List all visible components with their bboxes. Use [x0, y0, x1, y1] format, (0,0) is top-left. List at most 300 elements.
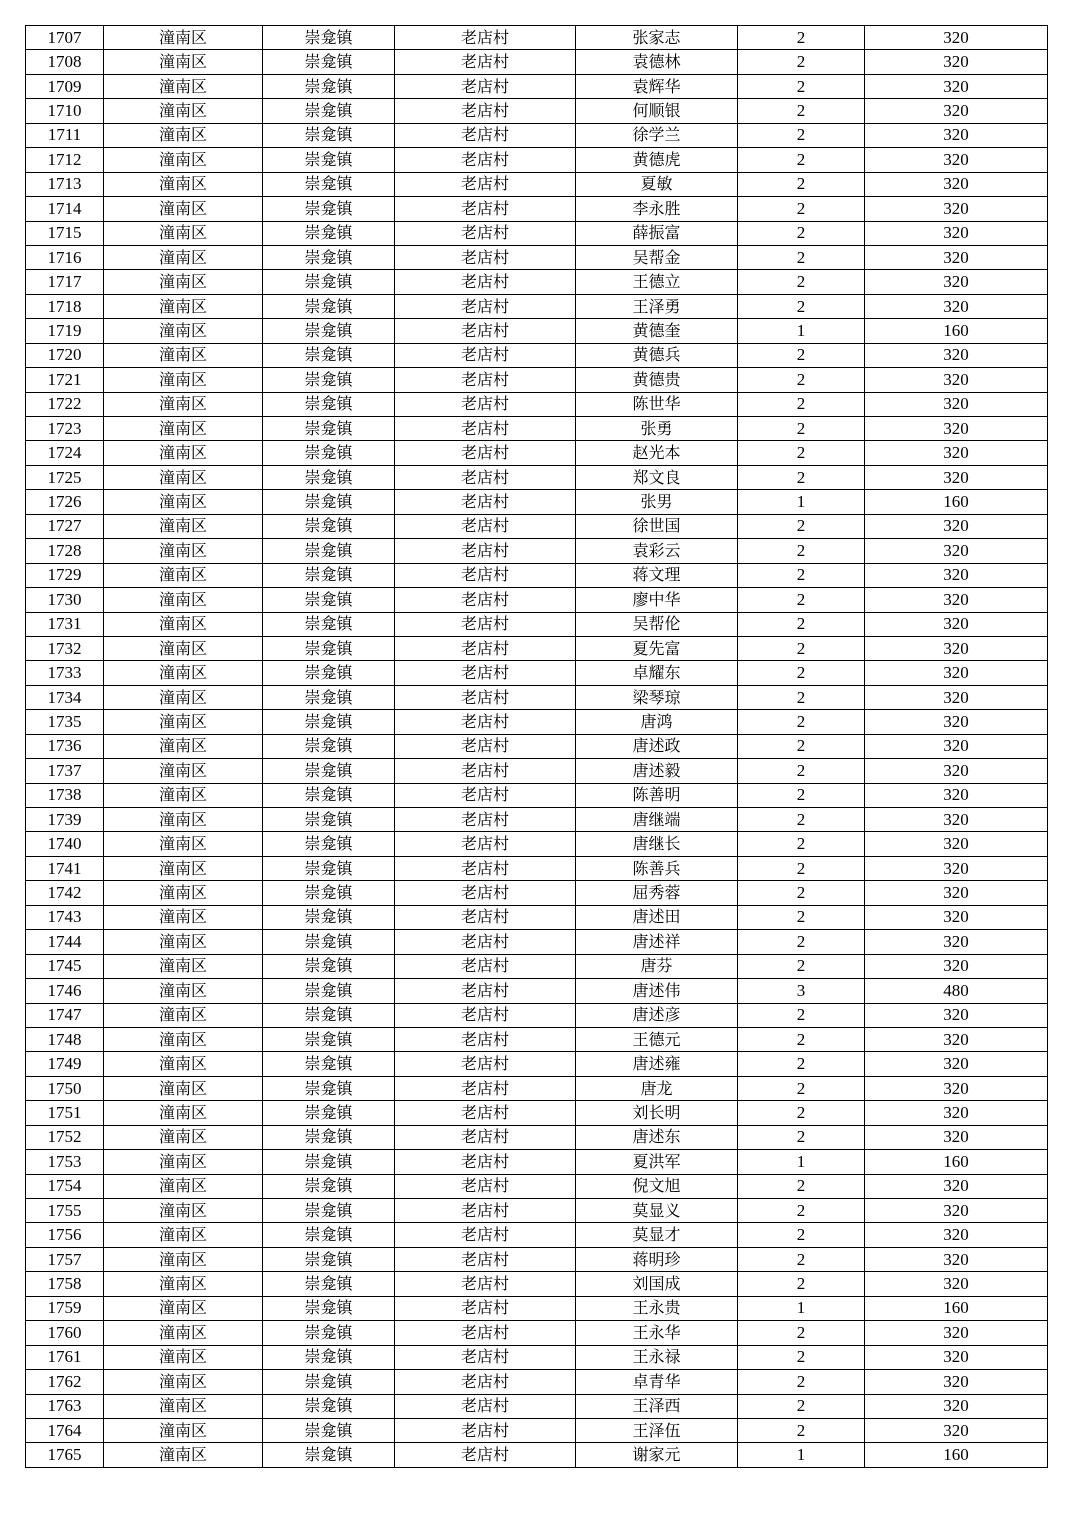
count-cell: 2 — [738, 148, 865, 172]
table-row — [26, 539, 1048, 563]
district-cell: 潼南区 — [104, 734, 263, 758]
town-cell: 崇龛镇 — [263, 930, 395, 954]
count-cell: 2 — [738, 539, 865, 563]
amount-cell: 320 — [865, 1052, 1048, 1076]
name-cell: 陈善兵 — [576, 856, 738, 880]
table-row — [26, 1174, 1048, 1198]
table-row — [26, 26, 1048, 50]
serial-number-cell: 1756 — [26, 1223, 104, 1247]
count-cell: 2 — [738, 1125, 865, 1149]
table-row — [26, 1321, 1048, 1345]
district-cell: 潼南区 — [104, 148, 263, 172]
district-cell: 潼南区 — [104, 1223, 263, 1247]
amount-cell: 320 — [865, 856, 1048, 880]
count-cell: 2 — [738, 441, 865, 465]
district-cell: 潼南区 — [104, 1027, 263, 1051]
town-cell: 崇龛镇 — [263, 808, 395, 832]
name-cell: 徐学兰 — [576, 123, 738, 147]
amount-cell: 320 — [865, 245, 1048, 269]
table-row — [26, 1223, 1048, 1247]
amount-cell: 320 — [865, 759, 1048, 783]
count-cell: 2 — [738, 368, 865, 392]
serial-number-cell: 1716 — [26, 245, 104, 269]
town-cell: 崇龛镇 — [263, 685, 395, 709]
name-cell: 卓耀东 — [576, 661, 738, 685]
serial-number-cell: 1739 — [26, 808, 104, 832]
village-cell: 老店村 — [395, 1003, 576, 1027]
town-cell: 崇龛镇 — [263, 588, 395, 612]
village-cell: 老店村 — [395, 221, 576, 245]
village-cell: 老店村 — [395, 1076, 576, 1100]
table-row — [26, 514, 1048, 538]
amount-cell: 320 — [865, 343, 1048, 367]
name-cell: 黄德奎 — [576, 319, 738, 343]
village-cell: 老店村 — [395, 636, 576, 660]
town-cell: 崇龛镇 — [263, 905, 395, 929]
name-cell: 唐述田 — [576, 905, 738, 929]
village-cell: 老店村 — [395, 50, 576, 74]
serial-number-cell: 1740 — [26, 832, 104, 856]
district-cell: 潼南区 — [104, 514, 263, 538]
village-cell: 老店村 — [395, 392, 576, 416]
district-cell: 潼南区 — [104, 636, 263, 660]
amount-cell: 320 — [865, 881, 1048, 905]
amount-cell: 320 — [865, 368, 1048, 392]
amount-cell: 160 — [865, 319, 1048, 343]
name-cell: 卓青华 — [576, 1370, 738, 1394]
district-cell: 潼南区 — [104, 50, 263, 74]
serial-number-cell: 1707 — [26, 26, 104, 50]
serial-number-cell: 1754 — [26, 1174, 104, 1198]
district-cell: 潼南区 — [104, 197, 263, 221]
amount-cell: 160 — [865, 1150, 1048, 1174]
village-cell: 老店村 — [395, 368, 576, 392]
village-cell: 老店村 — [395, 343, 576, 367]
amount-cell: 320 — [865, 954, 1048, 978]
table-row — [26, 783, 1048, 807]
town-cell: 崇龛镇 — [263, 1003, 395, 1027]
table-row — [26, 99, 1048, 123]
town-cell: 崇龛镇 — [263, 99, 395, 123]
town-cell: 崇龛镇 — [263, 1321, 395, 1345]
name-cell: 梁琴琼 — [576, 685, 738, 709]
count-cell: 2 — [738, 905, 865, 929]
table-row — [26, 1125, 1048, 1149]
table-row — [26, 954, 1048, 978]
name-cell: 王泽伍 — [576, 1418, 738, 1442]
count-cell: 2 — [738, 710, 865, 734]
count-cell: 1 — [738, 319, 865, 343]
district-cell: 潼南区 — [104, 1101, 263, 1125]
serial-number-cell: 1751 — [26, 1101, 104, 1125]
count-cell: 2 — [738, 245, 865, 269]
serial-number-cell: 1752 — [26, 1125, 104, 1149]
name-cell: 唐继端 — [576, 808, 738, 832]
count-cell: 2 — [738, 856, 865, 880]
name-cell: 王泽勇 — [576, 294, 738, 318]
serial-number-cell: 1733 — [26, 661, 104, 685]
village-cell: 老店村 — [395, 270, 576, 294]
town-cell: 崇龛镇 — [263, 319, 395, 343]
town-cell: 崇龛镇 — [263, 245, 395, 269]
town-cell: 崇龛镇 — [263, 148, 395, 172]
count-cell: 2 — [738, 1027, 865, 1051]
name-cell: 唐述东 — [576, 1125, 738, 1149]
amount-cell: 320 — [865, 294, 1048, 318]
amount-cell: 320 — [865, 832, 1048, 856]
serial-number-cell: 1719 — [26, 319, 104, 343]
name-cell: 夏先富 — [576, 636, 738, 660]
amount-cell: 320 — [865, 50, 1048, 74]
table-row — [26, 685, 1048, 709]
amount-cell: 320 — [865, 588, 1048, 612]
serial-number-cell: 1757 — [26, 1247, 104, 1271]
town-cell: 崇龛镇 — [263, 514, 395, 538]
district-cell: 潼南区 — [104, 808, 263, 832]
count-cell: 2 — [738, 685, 865, 709]
serial-number-cell: 1717 — [26, 270, 104, 294]
table-row — [26, 1101, 1048, 1125]
village-cell: 老店村 — [395, 1345, 576, 1369]
table-row — [26, 1199, 1048, 1223]
village-cell: 老店村 — [395, 710, 576, 734]
amount-cell: 320 — [865, 1125, 1048, 1149]
village-cell: 老店村 — [395, 319, 576, 343]
district-cell: 潼南区 — [104, 1272, 263, 1296]
town-cell: 崇龛镇 — [263, 1125, 395, 1149]
town-cell: 崇龛镇 — [263, 50, 395, 74]
serial-number-cell: 1744 — [26, 930, 104, 954]
district-cell: 潼南区 — [104, 392, 263, 416]
count-cell: 2 — [738, 563, 865, 587]
count-cell: 2 — [738, 99, 865, 123]
district-cell: 潼南区 — [104, 856, 263, 880]
serial-number-cell: 1759 — [26, 1296, 104, 1320]
village-cell: 老店村 — [395, 979, 576, 1003]
serial-number-cell: 1755 — [26, 1199, 104, 1223]
count-cell: 2 — [738, 343, 865, 367]
town-cell: 崇龛镇 — [263, 392, 395, 416]
village-cell: 老店村 — [395, 441, 576, 465]
table-row — [26, 612, 1048, 636]
table-row — [26, 1394, 1048, 1418]
district-cell: 潼南区 — [104, 905, 263, 929]
serial-number-cell: 1741 — [26, 856, 104, 880]
district-cell: 潼南区 — [104, 1394, 263, 1418]
table-row — [26, 368, 1048, 392]
district-cell: 潼南区 — [104, 588, 263, 612]
count-cell: 1 — [738, 1443, 865, 1467]
serial-number-cell: 1713 — [26, 172, 104, 196]
count-cell: 2 — [738, 759, 865, 783]
table-row — [26, 1296, 1048, 1320]
table-row — [26, 319, 1048, 343]
count-cell: 3 — [738, 979, 865, 1003]
amount-cell: 480 — [865, 979, 1048, 1003]
village-cell: 老店村 — [395, 856, 576, 880]
amount-cell: 320 — [865, 930, 1048, 954]
count-cell: 2 — [738, 1076, 865, 1100]
name-cell: 薛振富 — [576, 221, 738, 245]
table-row — [26, 979, 1048, 1003]
name-cell: 廖中华 — [576, 588, 738, 612]
town-cell: 崇龛镇 — [263, 343, 395, 367]
amount-cell: 320 — [865, 123, 1048, 147]
district-cell: 潼南区 — [104, 1247, 263, 1271]
district-cell: 潼南区 — [104, 343, 263, 367]
amount-cell: 320 — [865, 539, 1048, 563]
count-cell: 2 — [738, 123, 865, 147]
table-row — [26, 905, 1048, 929]
town-cell: 崇龛镇 — [263, 490, 395, 514]
serial-number-cell: 1761 — [26, 1345, 104, 1369]
village-cell: 老店村 — [395, 1027, 576, 1051]
count-cell: 2 — [738, 612, 865, 636]
serial-number-cell: 1734 — [26, 685, 104, 709]
town-cell: 崇龛镇 — [263, 1101, 395, 1125]
district-cell: 潼南区 — [104, 710, 263, 734]
name-cell: 张男 — [576, 490, 738, 514]
town-cell: 崇龛镇 — [263, 1247, 395, 1271]
table-row — [26, 1150, 1048, 1174]
serial-number-cell: 1712 — [26, 148, 104, 172]
amount-cell: 320 — [865, 563, 1048, 587]
table-row — [26, 808, 1048, 832]
amount-cell: 320 — [865, 392, 1048, 416]
village-cell: 老店村 — [395, 588, 576, 612]
village-cell: 老店村 — [395, 881, 576, 905]
town-cell: 崇龛镇 — [263, 661, 395, 685]
name-cell: 何顺银 — [576, 99, 738, 123]
name-cell: 袁彩云 — [576, 539, 738, 563]
amount-cell: 320 — [865, 270, 1048, 294]
village-cell: 老店村 — [395, 1174, 576, 1198]
count-cell: 2 — [738, 1223, 865, 1247]
district-cell: 潼南区 — [104, 1150, 263, 1174]
table-row — [26, 588, 1048, 612]
amount-cell: 160 — [865, 1443, 1048, 1467]
count-cell: 2 — [738, 783, 865, 807]
village-cell: 老店村 — [395, 1052, 576, 1076]
name-cell: 王永华 — [576, 1321, 738, 1345]
table-row — [26, 172, 1048, 196]
table-row — [26, 930, 1048, 954]
name-cell: 唐述雍 — [576, 1052, 738, 1076]
town-cell: 崇龛镇 — [263, 759, 395, 783]
town-cell: 崇龛镇 — [263, 979, 395, 1003]
town-cell: 崇龛镇 — [263, 74, 395, 98]
table-row — [26, 1052, 1048, 1076]
town-cell: 崇龛镇 — [263, 1174, 395, 1198]
district-cell: 潼南区 — [104, 832, 263, 856]
table-row — [26, 123, 1048, 147]
table-row — [26, 221, 1048, 245]
name-cell: 刘长明 — [576, 1101, 738, 1125]
amount-cell: 320 — [865, 172, 1048, 196]
town-cell: 崇龛镇 — [263, 1370, 395, 1394]
serial-number-cell: 1758 — [26, 1272, 104, 1296]
town-cell: 崇龛镇 — [263, 1345, 395, 1369]
district-cell: 潼南区 — [104, 1296, 263, 1320]
count-cell: 2 — [738, 417, 865, 441]
serial-number-cell: 1722 — [26, 392, 104, 416]
district-cell: 潼南区 — [104, 1052, 263, 1076]
table-row — [26, 294, 1048, 318]
table-row — [26, 1272, 1048, 1296]
name-cell: 蒋文理 — [576, 563, 738, 587]
village-cell: 老店村 — [395, 930, 576, 954]
village-cell: 老店村 — [395, 783, 576, 807]
name-cell: 黄德兵 — [576, 343, 738, 367]
village-cell: 老店村 — [395, 148, 576, 172]
name-cell: 郑文良 — [576, 465, 738, 489]
name-cell: 唐继长 — [576, 832, 738, 856]
table-row — [26, 661, 1048, 685]
table-row — [26, 74, 1048, 98]
amount-cell: 320 — [865, 1199, 1048, 1223]
name-cell: 莫显才 — [576, 1223, 738, 1247]
amount-cell: 320 — [865, 417, 1048, 441]
town-cell: 崇龛镇 — [263, 1199, 395, 1223]
serial-number-cell: 1726 — [26, 490, 104, 514]
serial-number-cell: 1763 — [26, 1394, 104, 1418]
serial-number-cell: 1749 — [26, 1052, 104, 1076]
count-cell: 2 — [738, 1394, 865, 1418]
village-cell: 老店村 — [395, 1296, 576, 1320]
village-cell: 老店村 — [395, 612, 576, 636]
count-cell: 1 — [738, 1150, 865, 1174]
table-row — [26, 1076, 1048, 1100]
table-row — [26, 197, 1048, 221]
serial-number-cell: 1708 — [26, 50, 104, 74]
name-cell: 袁辉华 — [576, 74, 738, 98]
name-cell: 张家志 — [576, 26, 738, 50]
name-cell: 王永禄 — [576, 1345, 738, 1369]
serial-number-cell: 1731 — [26, 612, 104, 636]
district-cell: 潼南区 — [104, 319, 263, 343]
count-cell: 2 — [738, 514, 865, 538]
count-cell: 1 — [738, 1296, 865, 1320]
amount-cell: 160 — [865, 490, 1048, 514]
amount-cell: 160 — [865, 1296, 1048, 1320]
amount-cell: 320 — [865, 221, 1048, 245]
name-cell: 赵光本 — [576, 441, 738, 465]
village-cell: 老店村 — [395, 1418, 576, 1442]
village-cell: 老店村 — [395, 759, 576, 783]
name-cell: 徐世国 — [576, 514, 738, 538]
district-cell: 潼南区 — [104, 368, 263, 392]
village-cell: 老店村 — [395, 172, 576, 196]
serial-number-cell: 1730 — [26, 588, 104, 612]
town-cell: 崇龛镇 — [263, 1150, 395, 1174]
table-row — [26, 343, 1048, 367]
village-cell: 老店村 — [395, 1223, 576, 1247]
serial-number-cell: 1727 — [26, 514, 104, 538]
village-cell: 老店村 — [395, 514, 576, 538]
district-cell: 潼南区 — [104, 881, 263, 905]
amount-cell: 320 — [865, 1076, 1048, 1100]
amount-cell: 320 — [865, 26, 1048, 50]
village-cell: 老店村 — [395, 1394, 576, 1418]
serial-number-cell: 1747 — [26, 1003, 104, 1027]
amount-cell: 320 — [865, 1247, 1048, 1271]
amount-cell: 320 — [865, 1418, 1048, 1442]
name-cell: 张勇 — [576, 417, 738, 441]
serial-number-cell: 1732 — [26, 636, 104, 660]
count-cell: 2 — [738, 172, 865, 196]
serial-number-cell: 1721 — [26, 368, 104, 392]
table-row — [26, 441, 1048, 465]
serial-number-cell: 1709 — [26, 74, 104, 98]
district-cell: 潼南区 — [104, 294, 263, 318]
district-cell: 潼南区 — [104, 930, 263, 954]
amount-cell: 320 — [865, 148, 1048, 172]
table-body — [26, 26, 1048, 1468]
serial-number-cell: 1729 — [26, 563, 104, 587]
village-cell: 老店村 — [395, 465, 576, 489]
town-cell: 崇龛镇 — [263, 1076, 395, 1100]
amount-cell: 320 — [865, 1394, 1048, 1418]
serial-number-cell: 1718 — [26, 294, 104, 318]
amount-cell: 320 — [865, 612, 1048, 636]
amount-cell: 320 — [865, 636, 1048, 660]
serial-number-cell: 1735 — [26, 710, 104, 734]
district-cell: 潼南区 — [104, 563, 263, 587]
town-cell: 崇龛镇 — [263, 465, 395, 489]
name-cell: 刘国成 — [576, 1272, 738, 1296]
town-cell: 崇龛镇 — [263, 1296, 395, 1320]
village-cell: 老店村 — [395, 661, 576, 685]
district-cell: 潼南区 — [104, 221, 263, 245]
count-cell: 1 — [738, 490, 865, 514]
serial-number-cell: 1762 — [26, 1370, 104, 1394]
table-row — [26, 245, 1048, 269]
amount-cell: 320 — [865, 441, 1048, 465]
amount-cell: 320 — [865, 734, 1048, 758]
table-row — [26, 856, 1048, 880]
village-cell: 老店村 — [395, 197, 576, 221]
amount-cell: 320 — [865, 1223, 1048, 1247]
town-cell: 崇龛镇 — [263, 1443, 395, 1467]
town-cell: 崇龛镇 — [263, 197, 395, 221]
name-cell: 唐龙 — [576, 1076, 738, 1100]
name-cell: 王德立 — [576, 270, 738, 294]
table-row — [26, 392, 1048, 416]
amount-cell: 320 — [865, 905, 1048, 929]
serial-number-cell: 1725 — [26, 465, 104, 489]
amount-cell: 320 — [865, 808, 1048, 832]
data-table — [25, 25, 1048, 1468]
name-cell: 王德元 — [576, 1027, 738, 1051]
serial-number-cell: 1743 — [26, 905, 104, 929]
serial-number-cell: 1736 — [26, 734, 104, 758]
district-cell: 潼南区 — [104, 685, 263, 709]
count-cell: 2 — [738, 1174, 865, 1198]
name-cell: 李永胜 — [576, 197, 738, 221]
count-cell: 2 — [738, 1321, 865, 1345]
count-cell: 2 — [738, 954, 865, 978]
count-cell: 2 — [738, 1052, 865, 1076]
village-cell: 老店村 — [395, 294, 576, 318]
name-cell: 夏洪军 — [576, 1150, 738, 1174]
table-row — [26, 1418, 1048, 1442]
count-cell: 2 — [738, 221, 865, 245]
serial-number-cell: 1764 — [26, 1418, 104, 1442]
serial-number-cell: 1748 — [26, 1027, 104, 1051]
serial-number-cell: 1737 — [26, 759, 104, 783]
village-cell: 老店村 — [395, 954, 576, 978]
village-cell: 老店村 — [395, 685, 576, 709]
